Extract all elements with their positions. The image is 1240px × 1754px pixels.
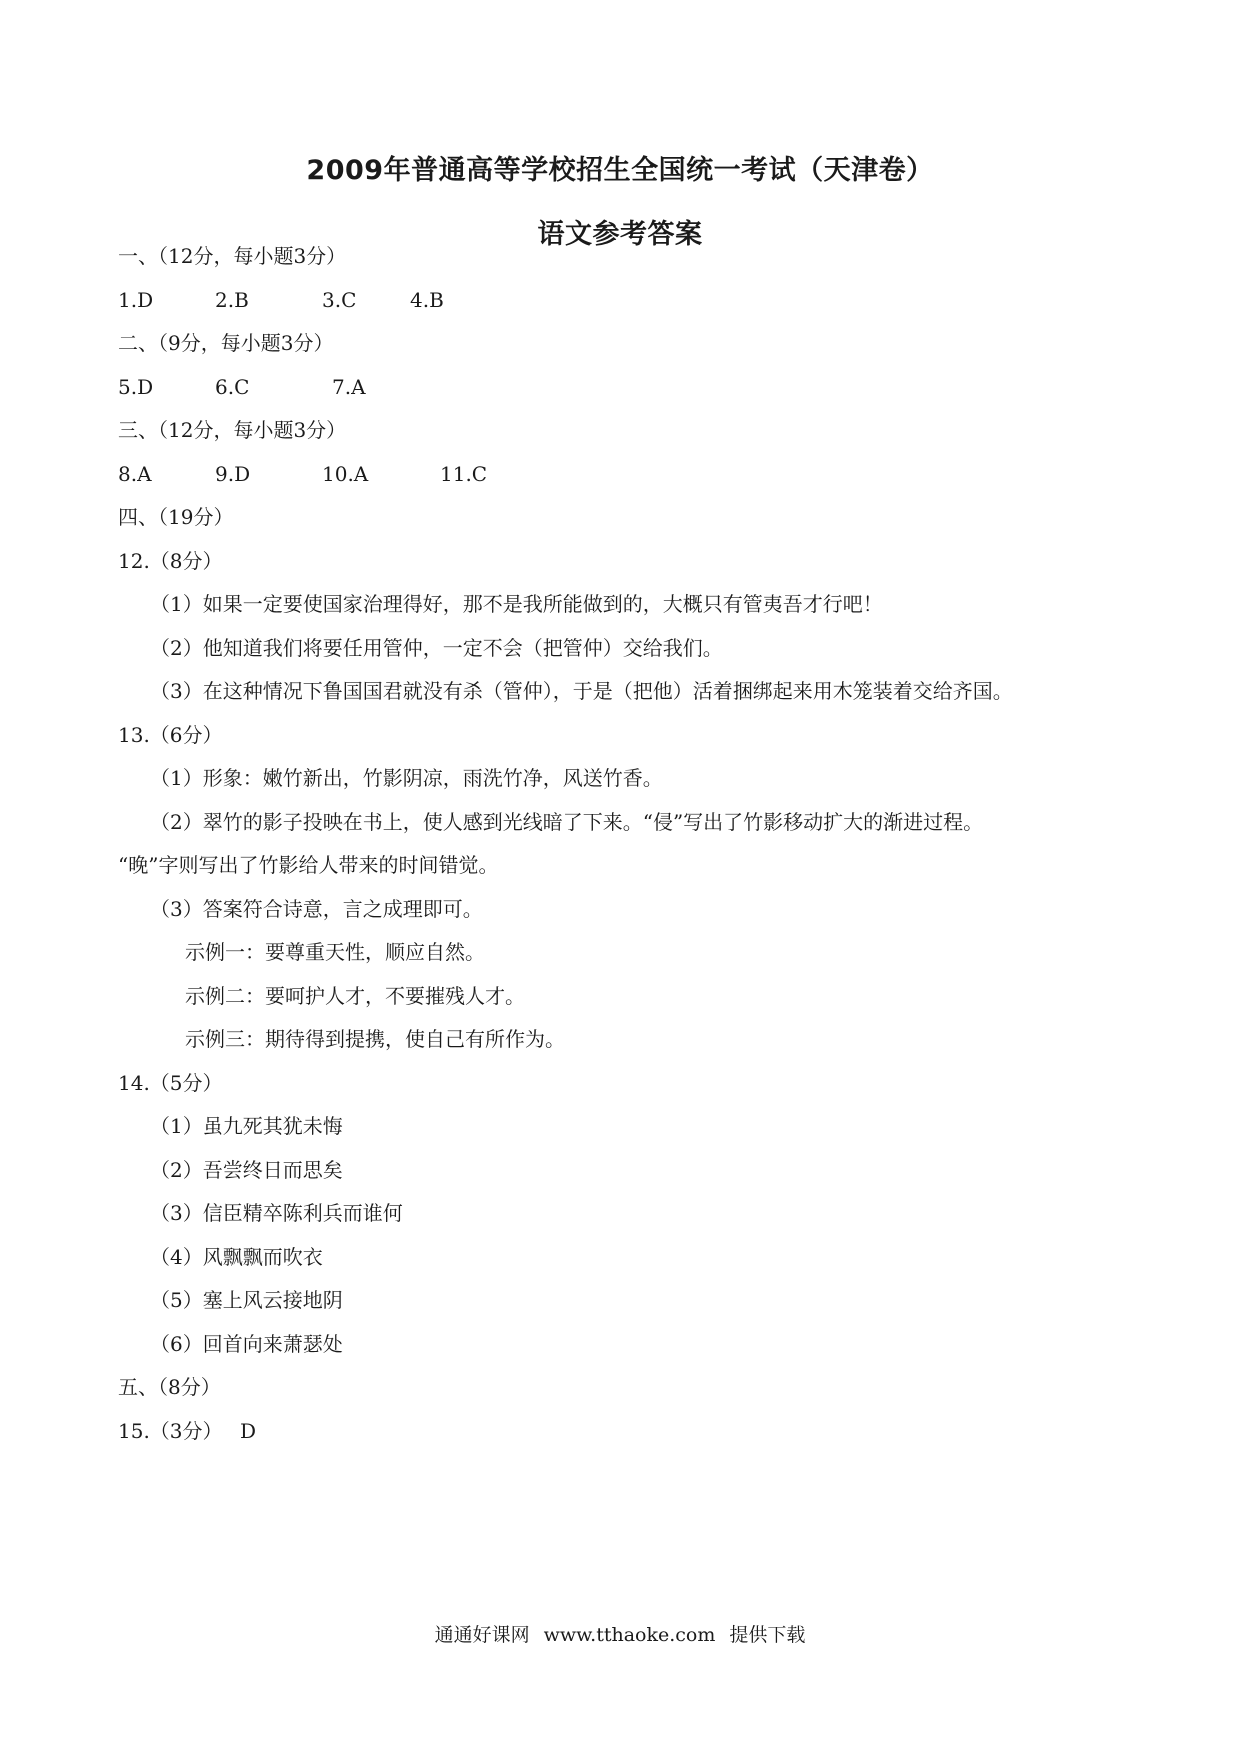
section-heading: 二、（9分，每小题3分） xyxy=(118,331,334,355)
question-number: 13.（6分） xyxy=(118,723,223,747)
answer-item: 6.C xyxy=(215,375,250,399)
answer-item: 8.A xyxy=(118,462,152,486)
answer-line: （1）虽九死其犹未悔 xyxy=(150,1114,343,1138)
answer-line: （6）回首向来萧瑟处 xyxy=(150,1332,343,1356)
answer-item: 4.B xyxy=(410,288,444,312)
answer-line: （1）如果一定要使国家治理得好，那不是我所能做到的，大概只有管夷吾才行吧！ xyxy=(150,592,883,616)
page-footer xyxy=(0,1620,1240,1647)
answer-item: 1.D xyxy=(118,288,154,312)
answer-line: （3）信臣精卒陈利兵而谁何 xyxy=(150,1201,403,1225)
answer-line: （3）在这种情况下鲁国国君就没有杀（管仲），于是（把他）活着捆绑起来用木笼装着交给齐国。 xyxy=(150,679,1013,703)
answer-line: （4）风飘飘而吹衣 xyxy=(150,1245,323,1269)
footer-suffix: 提供下载 xyxy=(729,1624,806,1646)
answer-item: 2.B xyxy=(215,288,249,312)
page-subtitle: 语文参考答案 xyxy=(537,219,703,250)
answer-line: （3）答案符合诗意，言之成理即可。 xyxy=(150,897,483,921)
section-heading: 一、（12分，每小题3分） xyxy=(118,244,347,268)
question-number: 14.（5分） xyxy=(118,1071,223,1095)
answer-line: （2）他知道我们将要任用管仲，一定不会（把管仲）交给我们。 xyxy=(150,636,723,660)
question-number: 12.（8分） xyxy=(118,549,223,573)
answer-item: 5.D xyxy=(118,375,154,399)
answer-line: （2）吾尝终日而思矣 xyxy=(150,1158,343,1182)
question-number: 15.（3分） xyxy=(118,1419,223,1443)
example-line: 示例三：期待得到提携，使自己有所作为。 xyxy=(185,1027,565,1051)
section-heading: 三、（12分，每小题3分） xyxy=(118,418,347,442)
section-heading: 四、（19分） xyxy=(118,505,234,529)
example-line: 示例一：要尊重天性，顺应自然。 xyxy=(185,940,485,964)
answer-item: 7.A xyxy=(332,375,366,399)
section-heading: 五、（8分） xyxy=(118,1375,221,1399)
answer-item: 11.C xyxy=(440,462,488,486)
answer-item: D xyxy=(240,1419,257,1443)
footer-url[interactable]: www.tthaoke.com xyxy=(543,1624,716,1646)
example-line: 示例二：要呵护人才，不要摧残人才。 xyxy=(185,984,525,1008)
answer-line: （1）形象：嫩竹新出，竹影阴凉，雨洗竹净，风送竹香。 xyxy=(150,766,663,790)
answer-line: “晚”字则写出了竹影给人带来的时间错觉。 xyxy=(118,853,499,877)
answer-line: （5）塞上风云接地阴 xyxy=(150,1288,343,1312)
answer-line: （2）翠竹的影子投映在书上，使人感到光线暗了下来。“侵”写出了竹影移动扩大的渐进过程。 xyxy=(150,810,984,834)
page-title: 2009年普通高等学校招生全国统一考试（天津卷） xyxy=(306,155,934,186)
answer-item: 10.A xyxy=(322,462,369,486)
answer-item: 3.C xyxy=(322,288,357,312)
answer-item: 9.D xyxy=(215,462,251,486)
footer-site-name: 通通好课网 xyxy=(434,1624,530,1646)
